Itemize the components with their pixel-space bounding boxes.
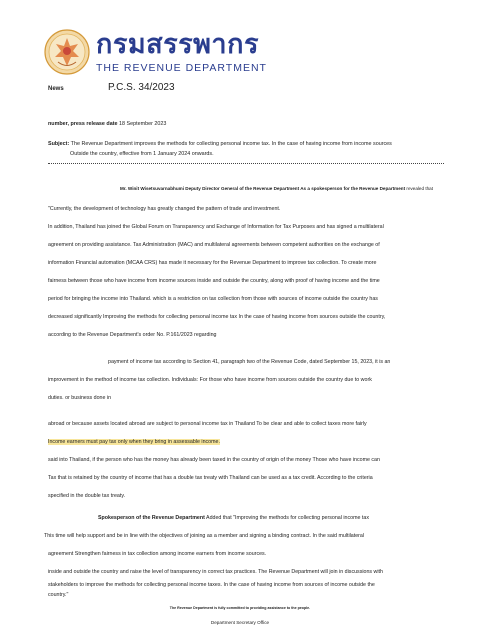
body-line: This time will help support and be in line with the objectives of joining as a member and signing a binding contract. In the said multilateral [44,533,365,539]
body-line: Tax that is retained by the country of income that has a double tax treaty with Thailand can be used as a tax credit. According to the criteria [48,475,373,481]
body-line: "Currently, the development of technology has greatly changed the pattern of trade and investment. [48,206,281,212]
dotted-divider [48,163,444,164]
subject-text-2: Outside the country, effective from 1 January 2024 onwards. [70,151,214,157]
body-line: information Financial automation (MCAA CRS) has made it necessary for the Revenue Department to improve tax collection. To create more [48,260,377,266]
body-line: improvement in the method of income tax collection. Individuals: For those who have income from sources outside the country due to work [48,377,372,383]
body-line: said into Thailand, if the person who has the money has already been taxed in the country of origin of the money Those who have income can [48,457,380,463]
highlighted-line [48,433,440,452]
body-line: decreased significantly Improving the methods for collecting personal income tax In the case of having income from sources outside the country, [48,314,386,320]
press-release-code: P.C.S. 34/2023 [108,82,175,93]
spokesperson-text: Added that "Improving the methods for collecting personal income tax [206,515,369,521]
subject-text-1: The Revenue Department improves the methods for collecting personal income tax. In the case of having income from income sources [70,141,392,147]
body-line: country." [48,592,69,598]
body-line: payment of income tax according to Section 41, paragraph two of the Revenue Code, dated September 15, 2023, it is an [108,359,391,365]
release-date-label: number, press release date [48,121,118,127]
byline-rest: revealed that [406,186,433,191]
release-date: 18 September 2023 [119,121,167,127]
body-line: specified in the double tax treaty. [48,493,126,499]
body-line: duties. or business done in [48,395,112,401]
body-line: period for bringing the income into Thailand. which is a restriction on tax collection from those with sources of income outside the country has [48,296,378,302]
body-line: abroad or because assets located abroad are subject to personal income tax in Thailand To be clear and able to collect taxes more fairly [48,421,367,427]
body-line: fairness between those who have income from income sources inside and outside the country, along with proof of having income and the time [48,278,380,284]
spokesperson-line [98,509,442,528]
footer-office: Department Secretary Office [210,620,270,625]
subject-block [48,139,438,159]
brand-name-english: THE REVENUE DEPARTMENT [96,61,267,74]
footer-note: The Revenue Department is fully committed to providing assistance to the people. [169,606,311,610]
brand-name-thai: กรมสรรพากร [96,28,259,60]
byline [120,186,433,191]
spokesperson-label: Spokesperson of the Revenue Department [98,515,205,521]
body-line: agreement on providing assistance. Tax Administration (MAC) and multilateral agreements between competent authorities on the exchange of [48,242,380,248]
byline-speaker: Mr. Winit Wisetsuvarnabhumi Deputy Director General of the Revenue Department As a spokesperson for the Revenue Department [120,186,406,191]
body-line: according to the Revenue Department's order No. P.161/2023 regarding [48,332,217,338]
body-line: inside and outside the country and raise the level of transparency in correct tax practices. The Revenue Department will join in discussions with [48,569,383,575]
body-line: agreement Strengthen fairness in tax collection among income earners from income sources. [48,551,267,557]
news-label: News [48,86,64,92]
body-line: stakeholders to improve the methods for collecting personal income taxes. In the case of having income from sources of income outside the [48,582,375,588]
garuda-seal-icon [44,29,90,75]
body-line: In addition, Thailand has joined the Global Forum on Transparency and Exchange of Information for Tax Purposes and has signed a multilateral [48,224,384,230]
header-logo [44,24,267,80]
highlighted-text: Income earners must pay tax only when they bring in assessable income. [48,439,220,445]
subject-label: Subject: [48,141,70,147]
release-date-line [48,120,166,128]
